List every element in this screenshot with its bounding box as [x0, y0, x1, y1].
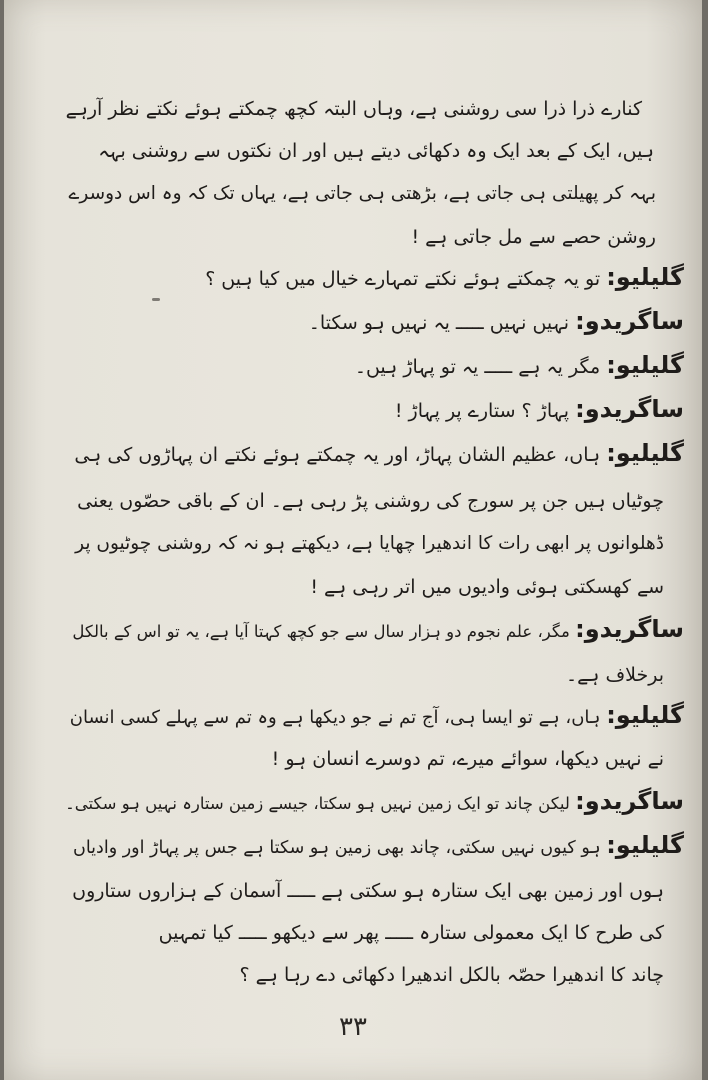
line-text: لیکن چاند تو ایک زمین نہیں ہو سکتا، جیسے زمین ستارہ نہیں ہو سکتی۔ [65, 794, 570, 813]
speaker-label: گلیلیو: [606, 263, 684, 291]
speaker-label: گلیلیو: [606, 351, 684, 379]
line-text: سے کھسکتی ہوئی وادیوں میں اتر رہی ہے ! [310, 576, 664, 598]
text-line [72, 874, 664, 908]
line-text: ہوں اور زمین بھی ایک ستارہ ہو سکتی ہے ـــــ آسمان کے ہزاروں ستاروں [72, 880, 664, 902]
line-text: بہہ کر پھیلتی ہی جاتی ہے، بڑھتی ہی جاتی ہے، یہاں تک کہ وہ اس دوسرے [68, 183, 656, 204]
text-line [355, 350, 684, 384]
text-line [272, 742, 664, 776]
line-text: نے نہیں دیکھا، سوائے میرے، تم دوسرے انسان ہو ! [271, 748, 664, 770]
speaker-label: ساگریدو: [575, 787, 684, 815]
text-line [98, 134, 654, 168]
text-line [566, 658, 664, 692]
text-line [75, 526, 664, 560]
ink-mark [152, 298, 160, 301]
line-text: ہاں، عظیم الشان پہاڑ، اور یہ چمکتے ہوئے نکتے ان پہاڑوں کی ہی [74, 444, 601, 466]
text-line [395, 394, 684, 428]
text-line [205, 262, 684, 296]
text-line [73, 830, 684, 864]
text-line [74, 438, 684, 472]
speaker-label: گلیلیو: [606, 701, 684, 729]
line-text: نہیں نہیں ـــــ یہ نہیں ہو سکتا۔ [308, 312, 570, 334]
text-line [69, 176, 656, 210]
line-text: چاند کا اندھیرا حصّہ بالکل اندھیرا دکھائی دے رہا ہے ؟ [239, 964, 664, 986]
line-text: روشن حصے سے مل جاتی ہے ! [411, 226, 656, 248]
line-text: ہو کیوں نہیں سکتی، چاند بھی زمین ہو سکتا ہے جس پر پہاڑ اور وادیاں [72, 838, 601, 858]
text-line [72, 614, 684, 648]
text-line [77, 484, 664, 518]
speaker-label: ساگریدو: [575, 307, 684, 335]
line-text: برخلاف ہے۔ [566, 664, 664, 686]
line-text: مگر یہ ہے ـــــ یہ تو پہاڑ ہیں۔ [354, 356, 601, 378]
line-text: چوٹیاں ہیں جن پر سورج کی روشنی پڑ رہی ہے۔ ان کے باقی حصّوں یعنی [77, 490, 664, 512]
line-text: ڈھلوانوں پر ابھی رات کا اندھیرا چھایا ہے، دیکھتے ہو نہ کہ روشنی چوٹیوں پر [75, 533, 664, 554]
text-line [70, 700, 684, 734]
line-text: کنارے ذرا ذرا سی روشنی ہے، وہاں البتہ کچھ چمکتے ہوئے نکتے نظر آرہے [65, 98, 642, 120]
line-text: ہاں، ہے تو ایسا ہی، آج تم نے جو دیکھا ہے وہ تم سے پہلے کسی انسان [69, 707, 601, 728]
speaker-label: گلیلیو: [606, 831, 684, 859]
text-line [65, 786, 684, 820]
book-page [4, 0, 702, 1080]
text-line [412, 220, 657, 254]
line-text: کی طرح کا ایک معمولی ستارہ ـــــ پھر سے دیکھو ـــــ کیا تمہیں [158, 922, 664, 944]
text-line [309, 306, 684, 340]
text-line [240, 958, 664, 992]
text-line [159, 916, 664, 950]
line-text: مگر، علم نجوم دو ہزار سال سے جو کچھ کہتا آیا ہے، یہ تو اس کے بالکل [72, 622, 570, 641]
speaker-label: گلیلیو: [606, 439, 684, 467]
text-line [66, 92, 642, 126]
page-number: ۳۳ [339, 1012, 367, 1042]
line-text: پہاڑ ؟ ستارے پر پہاڑ ! [394, 400, 570, 422]
speaker-label: ساگریدو: [575, 615, 684, 643]
line-text: ہیں، ایک کے بعد ایک وہ دکھائی دیتے ہیں اور ان نکتوں سے روشنی بہہ [98, 140, 654, 162]
speaker-label: ساگریدو: [575, 395, 684, 423]
text-line [310, 570, 664, 604]
line-text: تو یہ چمکتے ہوئے نکتے تمہارے خیال میں کیا ہیں ؟ [205, 268, 601, 290]
